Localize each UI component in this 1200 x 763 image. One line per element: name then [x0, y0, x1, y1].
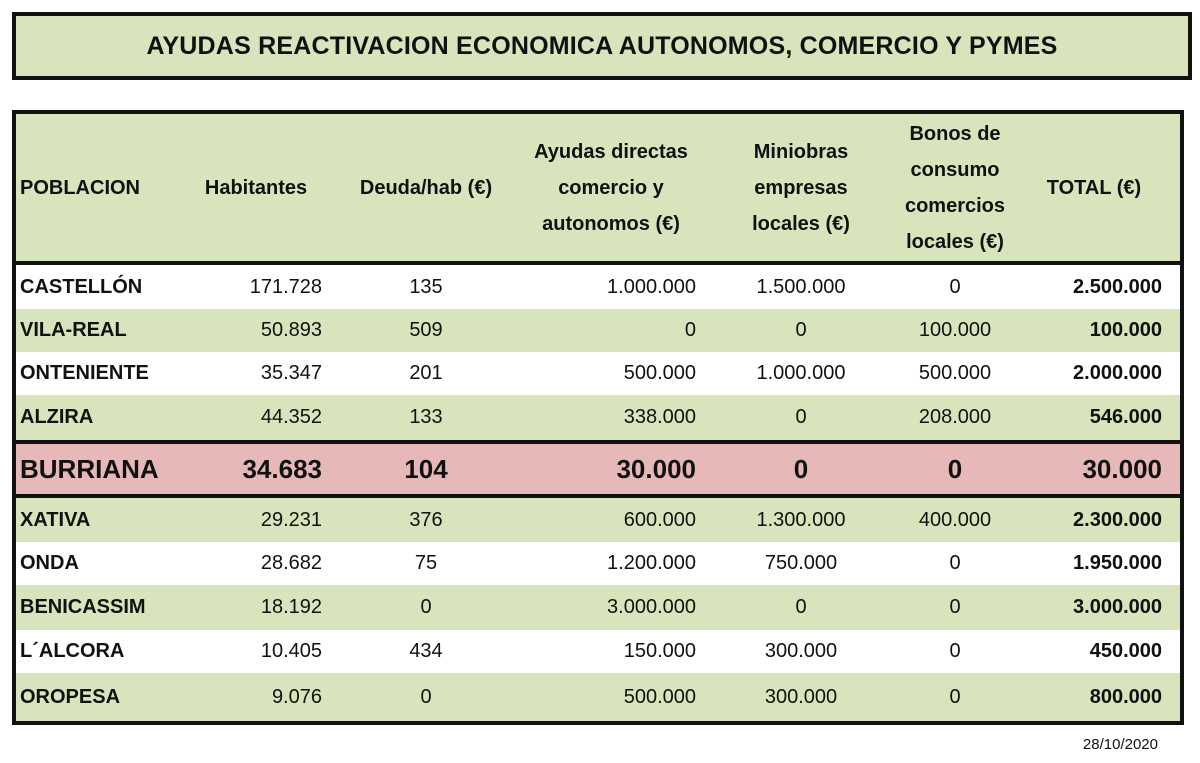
table-row — [16, 309, 1180, 352]
cell-bonos: 0 — [949, 596, 961, 618]
cell-ayudas: 30.000 — [616, 453, 696, 484]
cell-deuda: 135 — [409, 275, 443, 298]
cell-total: 3.000.000 — [1073, 596, 1162, 618]
cell-deuda: 434 — [409, 640, 443, 662]
cell-total: 800.000 — [1089, 685, 1162, 708]
cell-bonos: 0 — [949, 685, 961, 708]
table-row — [16, 673, 1180, 721]
cell-total: 1.950.000 — [1073, 552, 1162, 574]
cell-habitantes: 44.352 — [260, 406, 322, 428]
cell-habitantes: 28.682 — [260, 552, 322, 574]
cell-miniobras: 300.000 — [764, 685, 838, 708]
cell-miniobras: 0 — [793, 453, 809, 484]
aid-table — [12, 110, 1184, 725]
table-row — [16, 352, 1180, 395]
cell-miniobras: 1.500.000 — [756, 275, 846, 298]
header-bonos-line: Bonos de — [909, 122, 1001, 145]
cell-poblacion: ALZIRA — [20, 406, 94, 428]
header-ayudas-line: Ayudas directas — [534, 140, 688, 163]
cell-bonos: 0 — [949, 552, 961, 574]
table-row — [16, 395, 1180, 440]
cell-total: 30.000 — [1082, 453, 1162, 484]
cell-habitantes: 35.347 — [260, 362, 322, 384]
cell-deuda: 376 — [409, 508, 443, 531]
cell-poblacion: L´ALCORA — [20, 640, 125, 662]
cell-habitantes: 34.683 — [242, 453, 322, 484]
header-miniobras-line: Miniobras — [753, 140, 849, 163]
header-habitantes: Habitantes — [204, 176, 308, 199]
table-row — [16, 265, 1180, 309]
table-row — [16, 542, 1180, 585]
cell-habitantes: 10.405 — [260, 640, 322, 662]
cell-deuda: 133 — [409, 406, 443, 428]
header-ayudas-line: autonomos (€) — [542, 212, 680, 235]
cell-ayudas: 0 — [684, 319, 696, 341]
cell-miniobras: 0 — [795, 596, 807, 618]
header-poblacion: POBLACION — [20, 176, 140, 199]
page-title: AYUDAS REACTIVACION ECONOMICA AUTONOMOS, COMERCIO Y PYMES — [12, 12, 1192, 80]
cell-habitantes: 29.231 — [260, 508, 322, 531]
table-header — [16, 114, 1180, 265]
cell-total: 450.000 — [1089, 640, 1162, 662]
cell-deuda: 0 — [420, 685, 432, 708]
cell-ayudas: 1.000.000 — [607, 275, 696, 298]
cell-ayudas: 150.000 — [623, 640, 696, 662]
cell-poblacion: ONDA — [20, 552, 79, 574]
cell-miniobras: 1.300.000 — [756, 508, 846, 531]
cell-total: 2.300.000 — [1073, 508, 1162, 531]
cell-bonos: 0 — [949, 640, 961, 662]
cell-ayudas: 600.000 — [623, 508, 696, 531]
cell-miniobras: 0 — [795, 406, 807, 428]
cell-poblacion: BURRIANA — [20, 453, 159, 484]
cell-ayudas: 338.000 — [623, 406, 696, 428]
header-bonos — [886, 114, 1024, 261]
cell-bonos: 0 — [949, 275, 961, 298]
cell-total: 100.000 — [1089, 319, 1162, 341]
cell-ayudas: 3.000.000 — [607, 596, 696, 618]
cell-bonos: 500.000 — [918, 362, 992, 384]
header-total: TOTAL (€) — [1046, 176, 1142, 199]
cell-deuda: 104 — [404, 453, 448, 484]
cell-deuda: 509 — [409, 319, 443, 341]
cell-deuda: 201 — [409, 362, 443, 384]
cell-poblacion: CASTELLÓN — [20, 275, 143, 298]
cell-ayudas: 500.000 — [623, 362, 696, 384]
header-ayudas — [526, 114, 696, 261]
cell-miniobras: 750.000 — [764, 552, 838, 574]
cell-bonos: 400.000 — [918, 508, 992, 531]
cell-total: 2.000.000 — [1073, 362, 1162, 384]
cell-total: 2.500.000 — [1073, 275, 1162, 298]
cell-bonos: 100.000 — [918, 319, 992, 341]
cell-habitantes: 171.728 — [249, 275, 322, 298]
cell-deuda: 0 — [420, 596, 432, 618]
header-miniobras-line: empresas — [754, 176, 848, 199]
cell-poblacion: ONTENIENTE — [20, 362, 149, 384]
header-ayudas-line: comercio y — [558, 176, 664, 199]
cell-poblacion: XATIVA — [20, 508, 91, 531]
header-bonos-line: comercios — [904, 194, 1006, 217]
cell-bonos: 208.000 — [918, 406, 992, 428]
cell-bonos: 0 — [947, 453, 963, 484]
cell-poblacion: OROPESA — [20, 685, 121, 708]
cell-habitantes: 50.893 — [260, 319, 322, 341]
cell-deuda: 75 — [414, 552, 438, 574]
cell-total: 546.000 — [1089, 406, 1162, 428]
cell-poblacion: VILA-REAL — [20, 319, 127, 341]
header-miniobras-line: locales (€) — [752, 212, 850, 235]
header-bonos-line: consumo — [910, 158, 1000, 181]
table-row — [16, 585, 1180, 630]
header-bonos-line: locales (€) — [906, 230, 1004, 253]
cell-ayudas: 1.200.000 — [607, 552, 696, 574]
cell-miniobras: 0 — [795, 319, 807, 341]
table-row-highlighted — [16, 440, 1180, 498]
cell-miniobras: 1.000.000 — [756, 362, 846, 384]
table-row — [16, 630, 1180, 673]
cell-ayudas: 500.000 — [623, 685, 696, 708]
cell-poblacion: BENICASSIM — [20, 596, 146, 618]
date-label: 28/10/2020 — [1082, 736, 1158, 753]
cell-miniobras: 300.000 — [764, 640, 838, 662]
cell-habitantes: 18.192 — [260, 596, 322, 618]
header-deuda: Deuda/hab (€) — [359, 176, 493, 199]
header-miniobras — [726, 114, 876, 261]
cell-habitantes: 9.076 — [271, 685, 322, 708]
table-row — [16, 498, 1180, 542]
